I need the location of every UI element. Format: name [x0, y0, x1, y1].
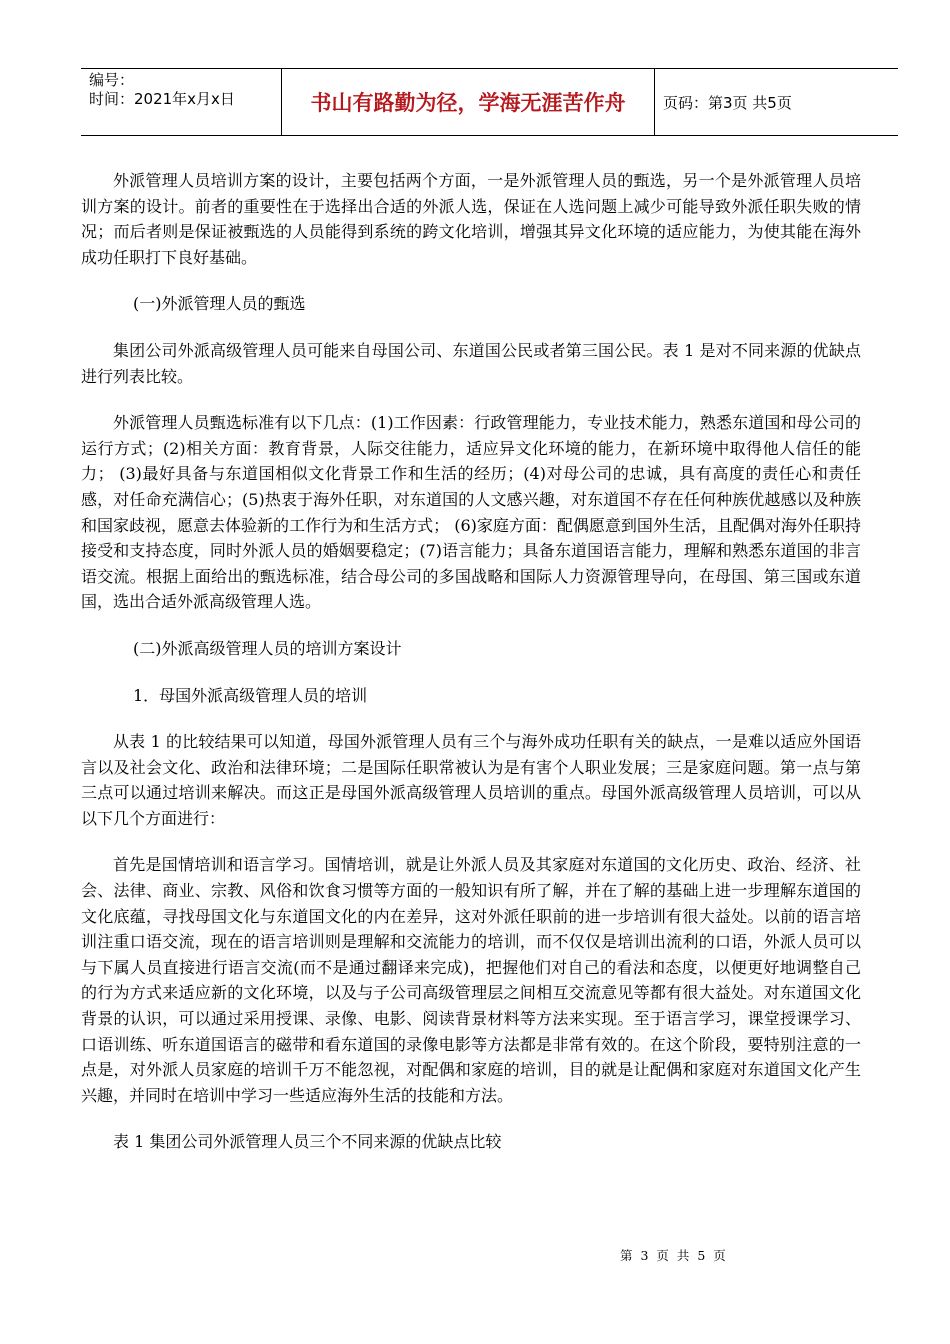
paragraph-comparison: 从表 1 的比较结果可以知道，母国外派管理人员有三个与海外成功任职有关的缺点，一是难以适应外国语言以及社会文化、政治和法律环境；二是国际任职常被认为是有害个人职业发展；三是家庭问题。第一点与第三点可以通过培训来解决。而这正是母国外派高级管理人员培训的重点。母国外派高级管理人员培训，可以从以下几个方面进行： [81, 732, 861, 828]
page-header [81, 68, 898, 136]
section-heading-selection: (一)外派管理人员的甄选 [133, 294, 306, 314]
section-heading-training: (二)外派高级管理人员的培训方案设计 [133, 638, 402, 658]
page-footer: 第 3 页 共 5 页 [620, 1248, 728, 1263]
header-meta [81, 69, 282, 135]
paragraph-sources: 集团公司外派高级管理人员可能来自母国公司、东道国公民或者第三国公民。表 1 是对不同来源的优缺点进行列表比较。 [81, 340, 861, 386]
subsection-heading-home-country: 1．母国外派高级管理人员的培训 [133, 685, 368, 705]
paragraph-criteria: 外派管理人员甄选标准有以下几点：(1)工作因素：行政管理能力，专业技术能力，熟悉东道国和母公司的运行方式；(2)相关方面：教育背景，人际交往能力，适应异文化环境的能力，在新环境中取得他人信任的能力； (3)最好具备与东道国相似文化背景工作和生活的经历；(4)对母公司的忠诚，具有高度的责任心和责任感，对任命充满信心；(5)热衷于海外任职，对东道国的人文感兴趣，对东道国不存在任何种族优越感以及种族和国家歧视，愿意去体验新的工作行为和生活方式； (6)家庭方面：配偶愿意到国外生活，且配偶对海外任职持接受和支持态度，同时外派人员的婚姻要稳定；(7)语言能力；具备东道国语言能力，理解和熟悉东道国的非言语交流。根据上面给出的甄选标准，结合母公司的多国战略和国际人力资源管理导向，在母国、第三国或东道国，选出合适外派高级管理人选。 [81, 413, 861, 612]
header-page-number: 页码：第3页 共5页 [663, 93, 792, 112]
paragraph-intro: 外派管理人员培训方案的设计，主要包括两个方面，一是外派管理人员的甄选，另一个是外派管理人员培训方案的设计。前者的重要性在于选择出合适的外派人选，保证在人选问题上减少可能导致外派任职失败的情况；而后者则是保证被甄选的人员能得到系统的跨文化培训，增强其异文化环境的适应能力，为使其能在海外成功任职打下良好基础。 [81, 171, 861, 267]
document-body [81, 168, 861, 1176]
table-caption: 表 1 集团公司外派管理人员三个不同来源的优缺点比较 [113, 1132, 502, 1152]
header-motto: 书山有路勤为径，学海无涯苦作舟 [282, 69, 655, 135]
document-date-label: 时间：2021年x月x日 [89, 90, 235, 108]
paragraph-language-training: 首先是国情培训和语言学习。国情培训，就是让外派人员及其家庭对东道国的文化历史、政治、经济、社会、法律、商业、宗教、风俗和饮食习惯等方面的一般知识有所了解，并在了解的基础上进一步理解东道国的文化底蕴，寻找母国文化与东道国文化的内在差异，这对外派任职前的进一步培训有很大益处。以前的语言培训注重口语交流，现在的语言培训则是理解和交流能力的培训，而不仅仅是培训出流利的口语，外派人员可以与下属人员直接进行语言交流(而不是通过翻译来完成)，把握他们对自己的看法和态度，以便更好地调整自己的行为方式来适应新的文化环境，以及与子公司高级管理层之间相互交流意见等都有很大益处。对东道国文化背景的认识，可以通过采用授课、录像、电影、阅读背景材料等方法来实现。至于语言学习，课堂授课学习、口语训练、听东道国语言的磁带和看东道国的录像电影等方法都是非常有效的。在这个阶段，要特别注意的一点是，对外派人员家庭的培训千万不能忽视，对配偶和家庭的培训，目的就是让配偶和家庭对东道国文化产生兴趣，并同时在培训中学习一些适应海外生活的技能和方法。 [81, 855, 861, 1105]
document-number-label: 编号： [89, 71, 135, 89]
